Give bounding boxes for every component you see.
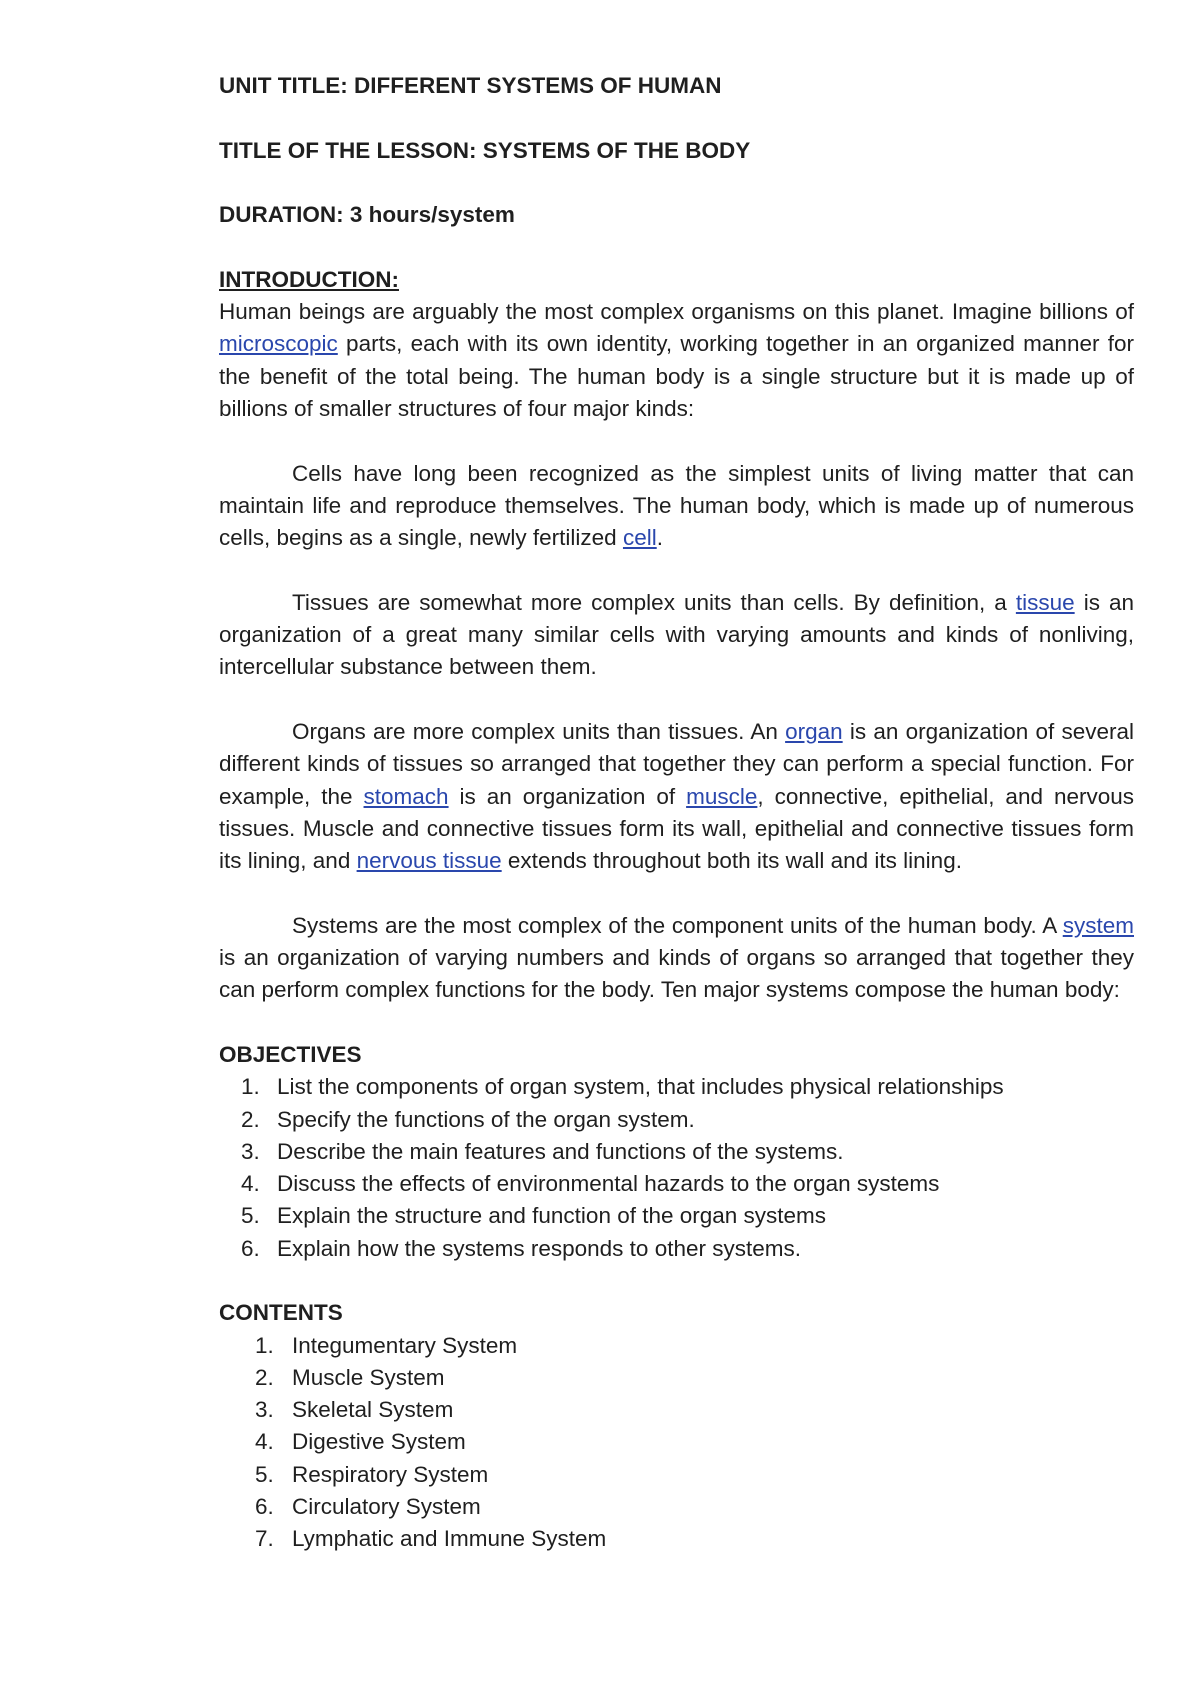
link-system[interactable]: system — [1062, 912, 1134, 938]
list-text: Respiratory System — [292, 1461, 489, 1487]
link-muscle[interactable]: muscle — [686, 783, 758, 809]
list-number: 6. — [255, 1494, 274, 1520]
list-item — [219, 1330, 1134, 1362]
list-number: 2. — [255, 1364, 274, 1390]
list-text: Circulatory System — [292, 1494, 481, 1520]
list-text: Skeletal System — [292, 1397, 454, 1423]
link-stomach[interactable]: stomach — [363, 783, 449, 809]
organs-text: Organs are more complex units than tissues. An — [292, 718, 786, 744]
list-number: 3. — [255, 1397, 274, 1423]
document-page — [219, 70, 1134, 1556]
list-item — [219, 1426, 1134, 1458]
list-item — [219, 1233, 1134, 1265]
link-nervous-tissue[interactable]: nervous tissue — [356, 848, 502, 874]
list-item — [219, 1071, 1134, 1103]
list-text: Digestive System — [292, 1429, 466, 1455]
list-text: Muscle System — [292, 1364, 445, 1390]
list-number: 7. — [255, 1526, 274, 1552]
list-text: Explain the structure and function of the organ systems — [277, 1203, 827, 1229]
list-item — [219, 1200, 1134, 1232]
lesson-title: TITLE OF THE LESSON: SYSTEMS OF THE BODY — [219, 137, 751, 163]
list-number: 6. — [241, 1235, 260, 1261]
systems-text: is an organization of varying numbers and kinds of organs so arranged that together they can perform complex functions for the body. Ten major systems compose the human body: — [219, 945, 1134, 1003]
intro-text: parts, each with its own identity, working together in an organized manner for the benefit of the total being. The human body is a single structure but it is made up of billions of smaller structures of four major kinds: — [219, 331, 1134, 421]
cells-paragraph — [219, 458, 1134, 555]
list-text: Describe the main features and functions of the systems. — [277, 1138, 844, 1164]
list-number: 5. — [241, 1203, 260, 1229]
contents-heading: CONTENTS — [219, 1300, 343, 1326]
list-number: 4. — [255, 1429, 274, 1455]
list-number: 4. — [241, 1171, 260, 1197]
list-number: 1. — [255, 1332, 274, 1358]
tissues-text: is an organization of a great many similar cells with varying amounts and kinds of nonliving, intercellular substance between them. — [219, 589, 1135, 680]
list-text: Discuss the effects of environmental hazards to the organ systems — [277, 1171, 940, 1197]
list-text: Integumentary System — [292, 1332, 518, 1358]
list-text: Lymphatic and Immune System — [292, 1526, 607, 1552]
list-item — [219, 1394, 1134, 1426]
link-microscopic[interactable]: microscopic — [219, 331, 338, 357]
contents-list — [219, 1330, 1134, 1556]
list-text: Specify the functions of the organ system. — [277, 1106, 695, 1132]
systems-text: Systems are the most complex of the component units of the human body. A — [292, 912, 1063, 938]
list-text: List the components of organ system, that includes physical relationships — [277, 1074, 1004, 1100]
link-organ[interactable]: organ — [785, 718, 843, 744]
list-number: 5. — [255, 1461, 274, 1487]
duration: DURATION: 3 hours/system — [219, 202, 515, 228]
link-tissue[interactable]: tissue — [1015, 589, 1075, 615]
list-item — [219, 1523, 1134, 1555]
tissues-text: Tissues are somewhat more complex units than cells. By definition, a — [292, 589, 1016, 615]
tissues-paragraph — [219, 587, 1134, 684]
list-item — [219, 1168, 1134, 1200]
list-number: 1. — [241, 1074, 260, 1100]
cells-text: Cells have long been recognized as the simplest units of living matter that can maintain life and reproduce themselves. The human body, which is made up of numerous cells, begins as a single, newly fertilized — [219, 460, 1134, 551]
objectives-list — [219, 1071, 1134, 1265]
organs-text: extends throughout both its wall and its lining. — [501, 848, 962, 874]
organs-text: is an organization of — [448, 783, 687, 809]
list-item — [219, 1459, 1134, 1491]
introduction-heading: INTRODUCTION: — [219, 266, 399, 292]
cells-text: . — [656, 525, 663, 551]
systems-paragraph — [219, 910, 1134, 1007]
organs-paragraph — [219, 716, 1134, 877]
list-item — [219, 1491, 1134, 1523]
list-number: 3. — [241, 1138, 260, 1164]
organs-text: is an organization of several different kinds of tissues so arranged that together they can perform a special function. For example, the — [219, 718, 1134, 809]
unit-title: UNIT TITLE: DIFFERENT SYSTEMS OF HUMAN — [219, 73, 722, 98]
list-text: Explain how the systems responds to other systems. — [277, 1235, 801, 1261]
intro-text: Human beings are arguably the most complex organisms on this planet. Imagine billions of — [219, 299, 1134, 325]
intro-paragraph — [219, 296, 1134, 425]
organs-text: , connective, epithelial, and nervous tissues. Muscle and connective tissues form its wall, epithelial and connective tissues form its lining, and — [219, 783, 1134, 874]
list-item — [219, 1104, 1134, 1136]
list-number: 2. — [241, 1106, 260, 1132]
list-item — [219, 1362, 1134, 1394]
link-cell[interactable]: cell — [622, 525, 657, 551]
list-item — [219, 1136, 1134, 1168]
objectives-heading: OBJECTIVES — [219, 1041, 362, 1067]
